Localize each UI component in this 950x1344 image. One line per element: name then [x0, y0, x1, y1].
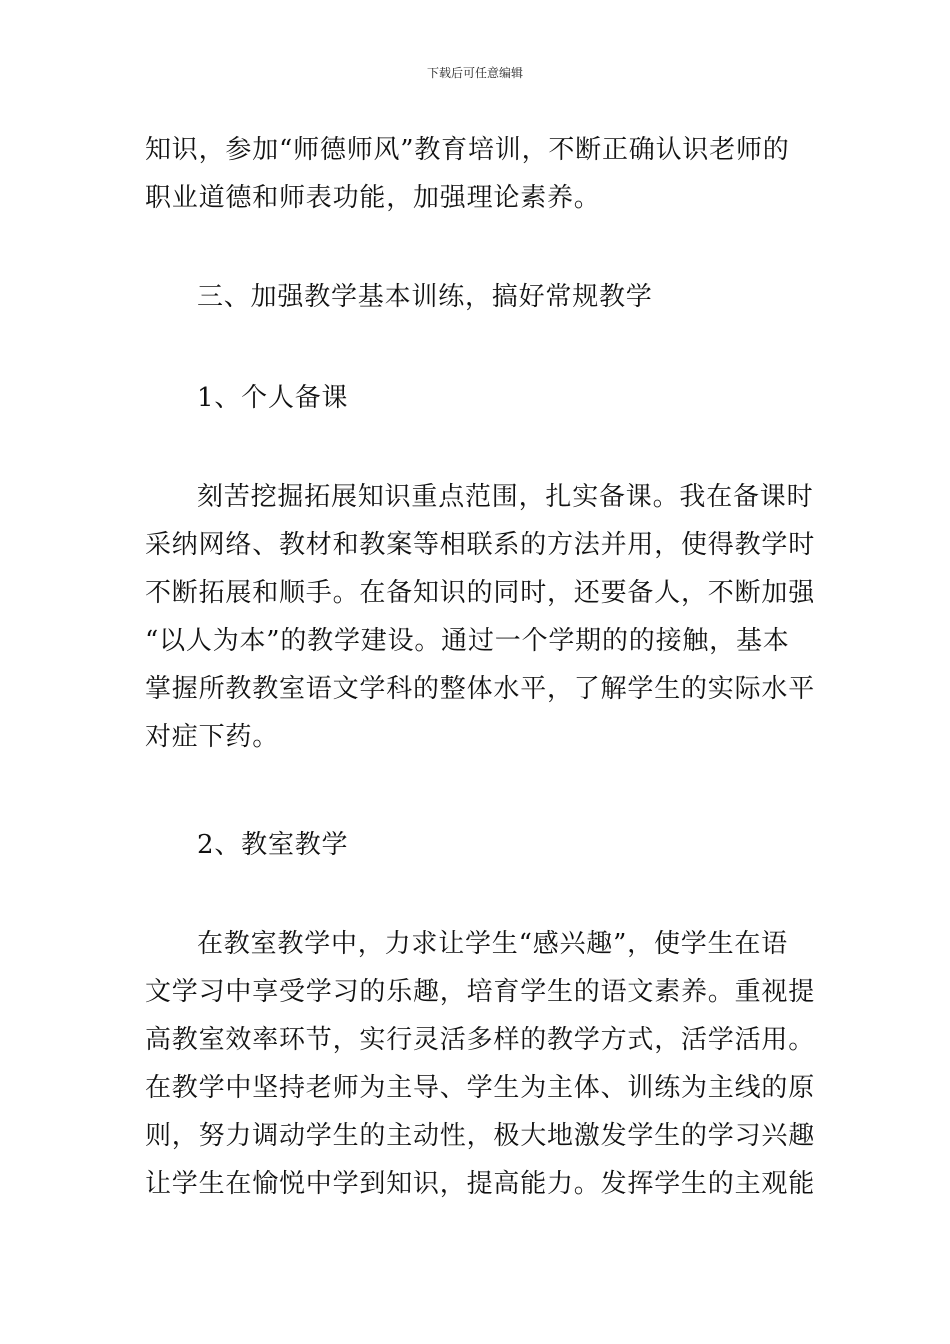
paragraph-line: 在教学中坚持老师为主导、学生为主体、训练为主线的原 — [145, 1073, 816, 1103]
paragraph-line: 掌握所教教室语文学科的整体水平，了解学生的实际水平 — [145, 674, 816, 704]
paragraph-line: 让学生在愉悦中学到知识，提高能力。发挥学生的主观能 — [145, 1169, 816, 1199]
paragraph-line: 对症下药。 — [145, 722, 280, 752]
subheading-classroom-teaching — [145, 821, 807, 869]
section-heading — [145, 273, 807, 321]
heading-line: 1、个人备课 — [197, 383, 349, 413]
subheading-personal-lesson-prep — [145, 374, 807, 422]
paragraph-line: 文学习中享受学习的乐趣，培育学生的语文素养。重视提 — [145, 977, 816, 1007]
paragraph-classroom-teaching — [145, 920, 816, 1208]
paragraph-line: 知识，参加“师德师风”教育培训，不断正确认识老师的 — [145, 135, 790, 165]
paragraph-line: “以人为本”的教学建设。通过一个学期的的接触，基本 — [145, 626, 790, 656]
paragraph-line: 则，努力调动学生的主动性，极大地激发学生的学习兴趣 — [145, 1121, 816, 1151]
paragraph-line: 在教室教学中，力求让学生“感兴趣”，使学生在语 — [197, 929, 788, 959]
paragraph-continuation — [145, 126, 807, 222]
paragraph-line: 刻苦挖掘拓展知识重点范围，扎实备课。我在备课时 — [197, 482, 814, 512]
paragraph-lesson-prep — [145, 473, 816, 761]
paragraph-line: 职业道德和师表功能，加强理论素养。 — [145, 183, 601, 213]
heading-line: 三、加强教学基本训练，搞好常规教学 — [197, 282, 653, 312]
paragraph-line: 不断拓展和顺手。在备知识的同时，还要备人，不断加强 — [145, 578, 816, 608]
heading-line: 2、教室教学 — [197, 830, 349, 860]
page-header: 下载后可任意编辑 — [426, 66, 523, 80]
paragraph-line: 高教室效率环节，实行灵活多样的教学方式，活学活用。 — [145, 1025, 816, 1055]
paragraph-line: 采纳网络、教材和教案等相联系的方法并用，使得教学时 — [145, 530, 816, 560]
